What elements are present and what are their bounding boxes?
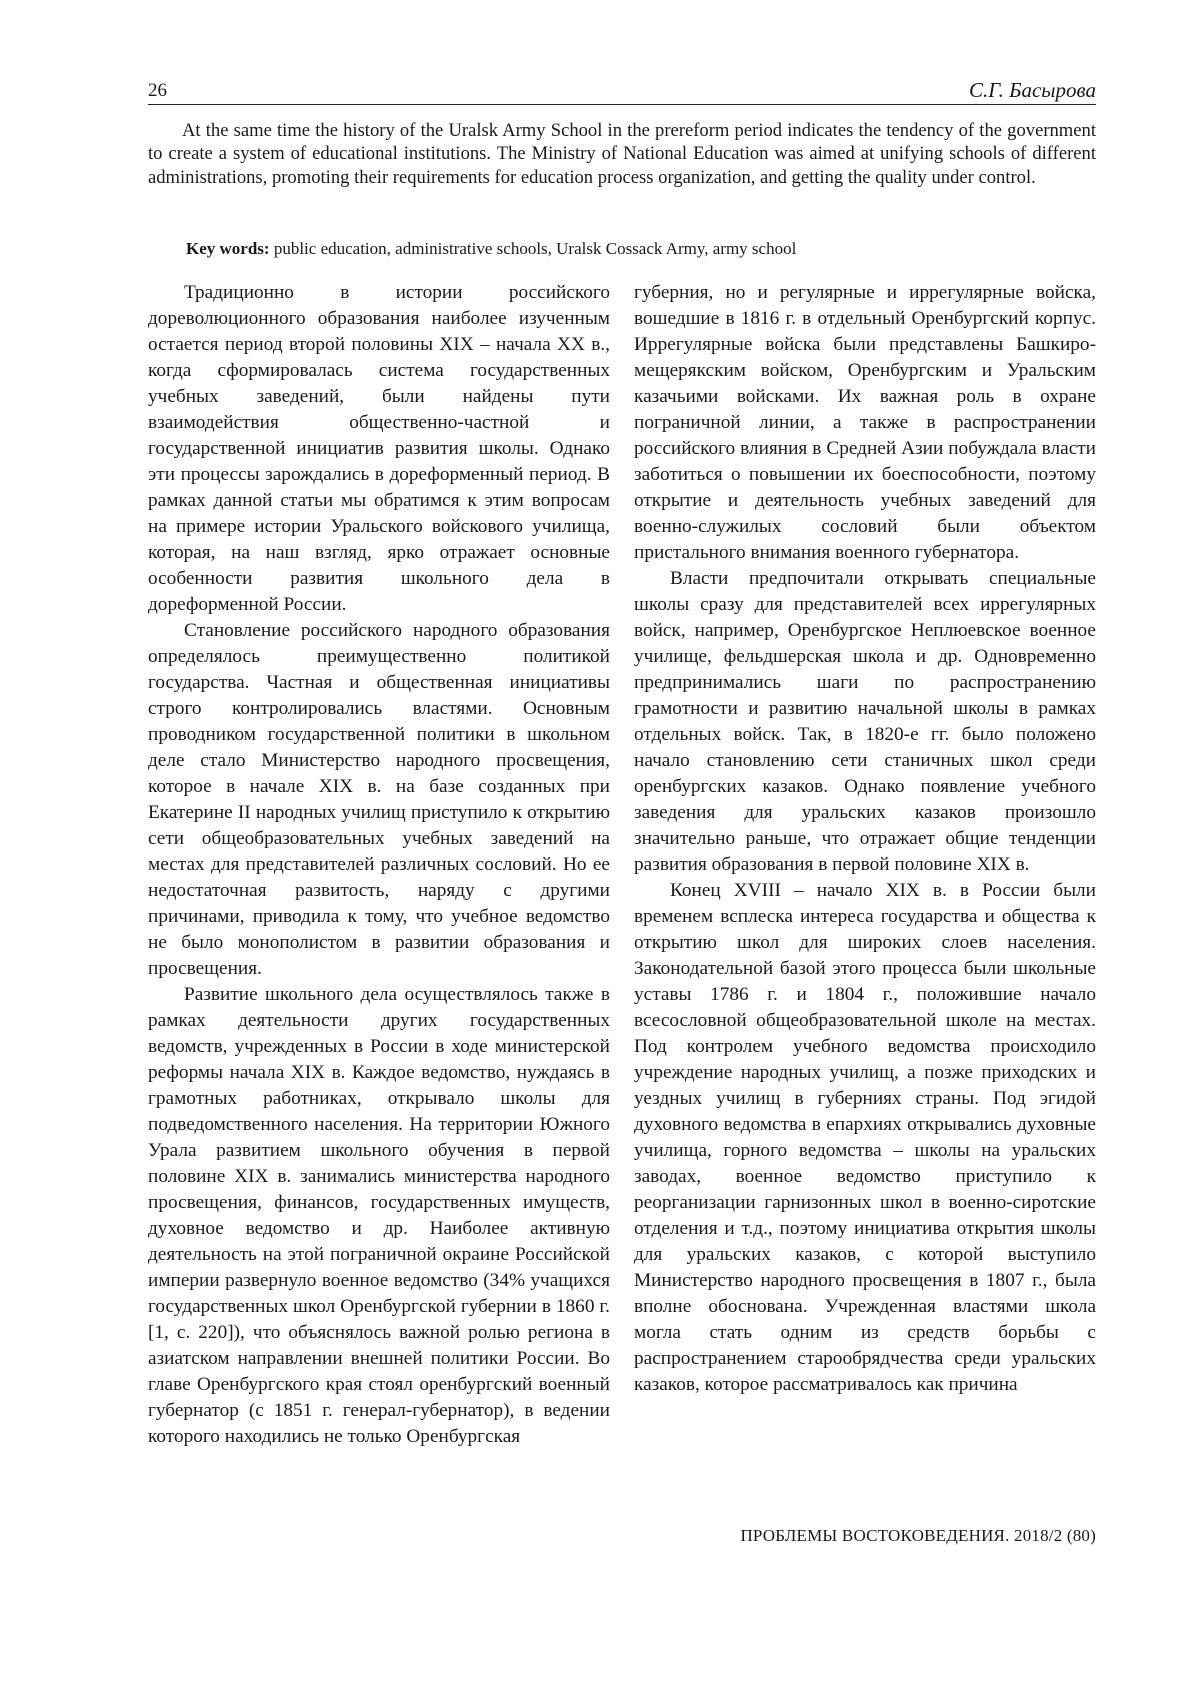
paragraph: губерния, но и регулярные и иррегулярные войска, вошедшие в 1816 г. в отдельный Оренбургский корпус. Иррегулярные войска были представлены Башкиро-мещерякским войском, Оренбургским и Уральским казачьими войсками. Их важная роль в охране пограничной линии, а также в распространении российского влияния в Средней Азии побуждала власти заботиться о повышении их боеспособности, поэтому открытие и деятельность учебных заведений для военно-служилых сословий были объектом пристального внимания военного губернатора. — [634, 282, 1096, 563]
journal-footer: ПРОБЛЕМЫ ВОСТОКОВЕДЕНИЯ. 2018/2 (80) — [740, 1526, 1096, 1545]
paragraph: Развитие школьного дела осуществлялось также в рамках деятельности других государственных ведомств, учрежденных в России в ходе министерской реформы начала XIX в. Каждое ведомство, нуждаясь в грамотных работниках, открывало школы для подведомственного населения. На территории Южного Урала развитием школьного обучения в первой половине XIX в. занимались министерства народного просвещения, финансов, государственных имуществ, духовное ведомство и др. Наиболее активную деятельность на этой пограничной окраине Российской империи развернуло военное ведомство (34% учащихся государственных школ Оренбургской губернии в 1860 г. [1, с. 220]), что объяснялось важной ролью региона в азиатском направлении внешней политики России. Во главе Оренбургского края стоял оренбургский военный губернатор (с 1851 г. генерал-губернатор), в ведении которого находились не только Оренбургская — [148, 984, 610, 1447]
body-column-left — [148, 280, 610, 1450]
author-name: С.Г. Басырова — [968, 78, 1096, 102]
paragraph: Власти предпочитали открывать специальные школы сразу для представителей всех иррегулярных войск, например, Оренбургское Неплюевское военное училище, фельдшерская школа и др. Одновременно предпринимались шаги по распространению грамотности и развитию начальной школы в рамках отдельных войск. Так, в 1820-е гг. было положено начало становлению сети станичных школ среди оренбургских казаков. Однако появление учебного заведения для уральских казаков произошло значительно раньше, что отражает общие тенденции развития образования в первой половине XIX в. — [634, 568, 1096, 875]
body-column-right — [634, 280, 1096, 1398]
keywords — [186, 239, 796, 259]
keywords-text: public education, administrative schools, Uralsk Cossack Army, army school — [269, 239, 797, 258]
abstract: At the same time the history of the Uralsk Army School in the prereform period indicates the tendency of the government to create a system of educational institutions. The Ministry of National Education was aimed at unifying schools of different administrations, promoting their requirements for education process organization, and getting the quality under control. — [148, 120, 1096, 188]
paragraph: Традиционно в истории российского дореволюционного образования наиболее изученным остается период второй половины XIX – начала XX в., когда сформировалась система государственных учебных заведений, были найдены пути взаимодействия общественно-частной и государственной инициатив развития школы. Однако эти процессы зарождались в дореформенный период. В рамках данной статьи мы обратимся к этим вопросам на примере истории Уральского войскового училища, которая, на наш взгляд, ярко отражает основные особенности развития школьного дела в дореформенной России. — [148, 282, 610, 615]
running-header — [148, 76, 1096, 105]
keywords-label: Key words: — [186, 239, 270, 258]
paragraph: Конец XVIII – начало XIX в. в России были временем всплеска интереса государства и общества к открытию школ для широких слоев населения. Законодательной базой этого процесса были школьные уставы 1786 г. и 1804 г., положившие начало всесословной общеобразовательной школе на местах. Под контролем учебного ведомства происходило учреждение народных училищ, а позже приходских и уездных училищ в губерниях страны. Под эгидой духовного ведомства в епархиях открывались духовные училища, горного ведомства – школы на уральских заводах, военное ведомство приступило к реорганизации гарнизонных школ в военно-сиротские отделения и т.д., поэтому инициатива открытия школы для уральских казаков, с которой выступило Министерство народного просвещения в 1807 г., была вполне обоснована. Учрежденная властями школа могла стать одним из средств борьбы с распространением старообрядчества среди уральских казаков, которое рассматривалось как причина — [634, 880, 1096, 1395]
paragraph: Становление российского народного образования определялось преимущественно политикой государства. Частная и общественная инициативы строго контролировались властями. Основным проводником государственной политики в школьном деле стало Министерство народного просвещения, которое в начале XIX в. на базе созданных при Екатерине II народных училищ приступило к открытию сети общеобразовательных учебных заведений на местах для представителей различных сословий. Но ее недостаточная развитость, наряду с другими причинами, приводила к тому, что учебное ведомство не было монополистом в развитии образования и просвещения. — [148, 620, 610, 979]
page-number: 26 — [148, 80, 167, 101]
